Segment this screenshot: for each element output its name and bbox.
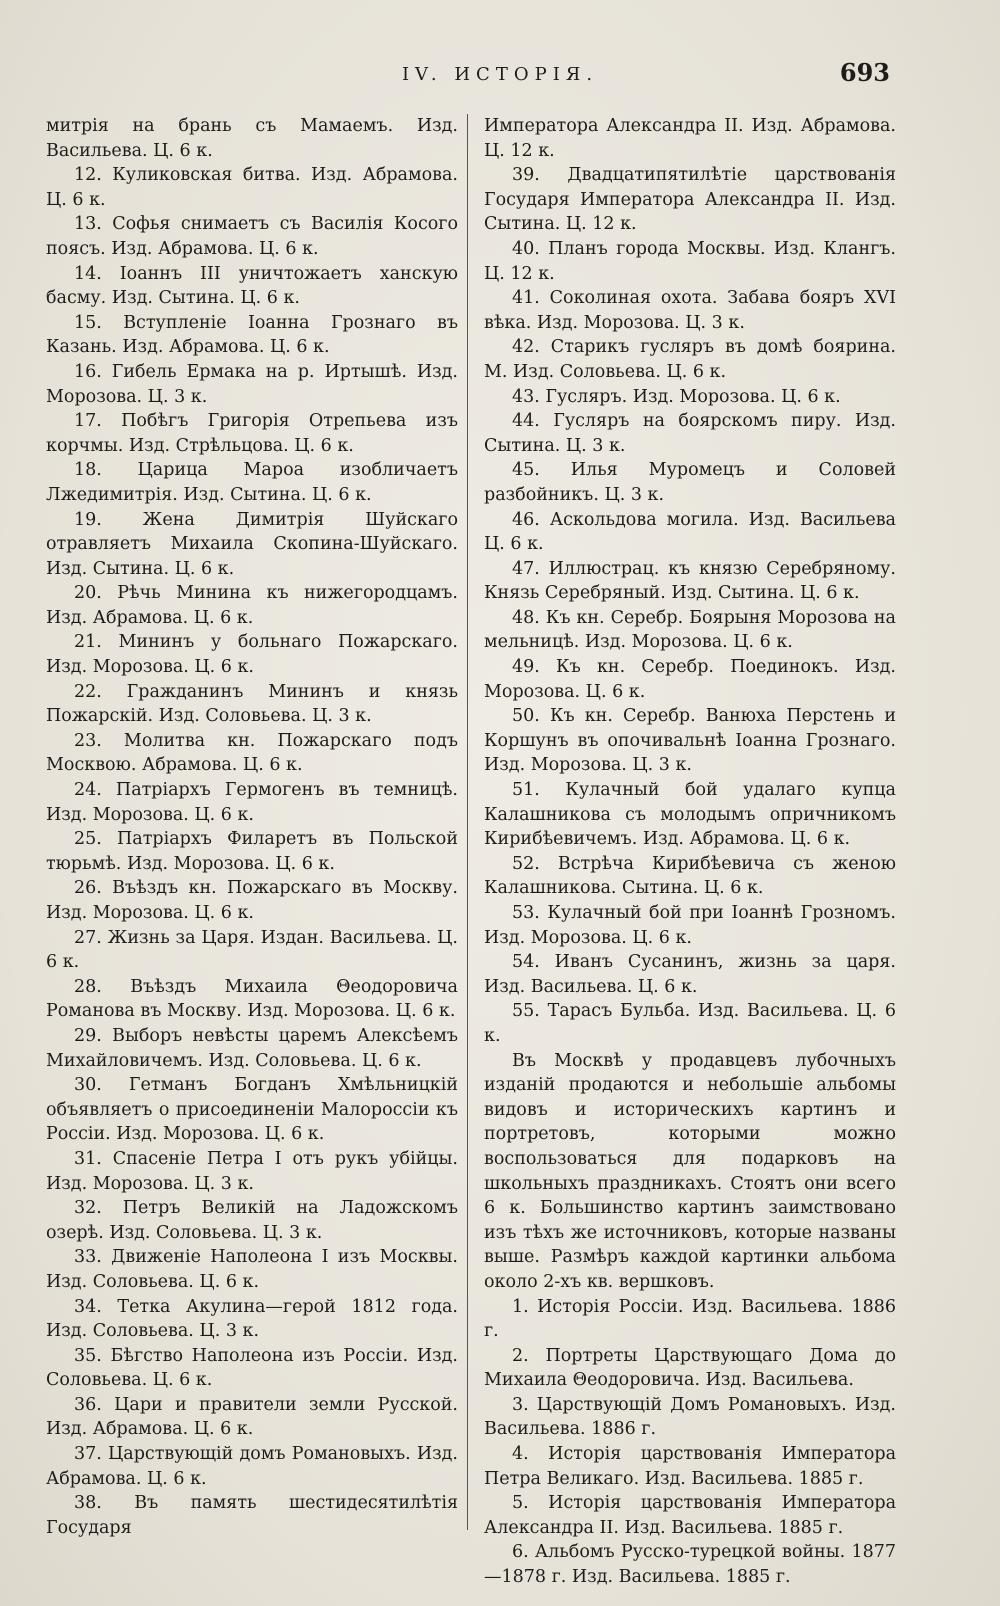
list-item: 15. Вступленіе Іоанна Грознаго въ Казань. Изд. Абрамова. Ц. 6 к. <box>46 312 458 358</box>
list-item: 21. Мининъ у больнаго Пожарскаго. Изд. Морозова. Ц. 6 к. <box>46 632 458 678</box>
list-item: 27. Жизнь за Царя. Издан. Васильева. Ц. 6 к. <box>46 927 458 973</box>
list-item: 43. Гусляръ. Изд. Морозова. Ц. 6 к. <box>512 386 841 407</box>
list-item: 55. Тарасъ Бульба. Изд. Васильева. Ц. 6 к. <box>484 1001 896 1046</box>
list-item: 33. Движеніе Наполеона I изъ Москвы. Изд. Соловьева. Ц. 6 к. <box>46 1247 458 1292</box>
running-header <box>0 58 1000 94</box>
left-column <box>46 114 458 1540</box>
list-item: 19. Жена Димитрія Шуйскаго отравляетъ Михаила Скопина-Шуйскаго. Изд. Сытина. Ц. 6 к. <box>46 509 458 579</box>
list-item: 39. Двадцатипятилѣтіе царствованія Государя Императора Александра II. Изд. Сытина. Ц. 12 к. <box>484 165 896 235</box>
list-item: 29. Выборъ невѣсты царемъ Алексѣемъ Михайловичемъ. Изд. Соловьева. Ц. 6 к. <box>46 1025 458 1071</box>
list-item: 34. Тетка Акулина—герой 1812 года. Изд. Соловьева. Ц. 3 к. <box>46 1296 458 1342</box>
column-divider <box>467 114 468 1530</box>
list-item: 1. Исторія Россіи. Изд. Васильева. 1886 г. <box>484 1296 896 1342</box>
list-item: 50. Къ кн. Серебр. Ванюха Перстень и Коршунъ въ опочивальнѣ Іоанна Грознаго. Изд. Морозова. Ц. 3 к. <box>484 706 896 776</box>
list-item: 52. Встрѣча Кирибѣевича съ женою Калашникова. Сытина. Ц. 6 к. <box>484 853 896 899</box>
list-item: 3. Царствующій Домъ Романовыхъ. Изд. Васильева. 1886 г. <box>484 1394 896 1440</box>
list-item: 49. Къ кн. Серебр. Поединокъ. Изд. Морозова. Ц. 6 к. <box>484 657 896 702</box>
paragraph: Въ Москвѣ у продавцевъ лубочныхъ изданій продаются и небольшіе альбомы видовъ и историческихъ картинъ и портретовъ, которыми можно воспользоваться для подарковъ на школьныхъ праздникахъ. Стоятъ они всего 6 к. Большинство картинъ заимствовано изъ тѣхъ же источниковъ, которые названы выше. Размѣръ каждой картинки альбома около 2-хъ кв. вершковъ. <box>484 1050 896 1292</box>
list-item: 35. Бѣгство Наполеона изъ Россіи. Изд. Соловьева. Ц. 6 к. <box>46 1345 458 1391</box>
list-item: 38. Въ память шестидесятилѣтія Государя <box>46 1493 458 1538</box>
list-item: 23. Молитва кн. Пожарскаго подъ Москвою. Абрамова. Ц. 6 к. <box>46 730 458 776</box>
list-item: 24. Патріархъ Гермогенъ въ темницѣ. Изд. Морозова. Ц. 6 к. <box>46 780 458 825</box>
list-item: 13. Софья снимаетъ съ Василія Косого поясъ. Изд. Абрамова. Ц. 6 к. <box>46 214 458 259</box>
list-item: 44. Гусляръ на боярскомъ пиру. Изд. Сытина. Ц. 3 к. <box>484 411 896 456</box>
list-item: 46. Аскольдова могила. Изд. Васильева Ц. 6 к. <box>484 509 896 555</box>
list-item: 42. Старикъ гусляръ въ домѣ боярина. М. Изд. Соловьева. Ц. 6 к. <box>484 337 896 382</box>
list-item: 54. Иванъ Сусанинъ, жизнь за царя. Изд. Васильева. Ц. 6 к. <box>484 952 896 997</box>
list-item: 18. Царица Мароа изобличаетъ Лжедимитрія. Изд. Сытина. Ц. 6 к. <box>46 460 458 505</box>
list-item: 40. Планъ города Москвы. Изд. Клангъ. Ц. 12 к. <box>484 238 896 284</box>
list-item: 25. Патріархъ Филаретъ въ Польской тюрьмѣ. Изд. Морозова. Ц. 6 к. <box>46 829 458 874</box>
right-column <box>484 114 896 1590</box>
page-number: 693 <box>839 58 890 87</box>
list-item: 17. Побѣгъ Григорія Отрепьева изъ корчмы. Изд. Стрѣльцова. Ц. 6 к. <box>46 411 458 456</box>
list-item: 32. Петръ Великій на Ладожскомъ озерѣ. Изд. Соловьева. Ц. 3 к. <box>46 1198 458 1243</box>
list-item: 2. Портреты Царствующаго Дома до Михаила Θеодоровича. Изд. Васильева. <box>484 1345 896 1391</box>
list-item: 26. Въѣздъ кн. Пожарскаго въ Москву. Изд. Морозова. Ц. 6 к. <box>46 878 458 923</box>
list-item: 53. Кулачный бой при Іоаннѣ Грозномъ. Изд. Морозова. Ц. 6 к. <box>484 903 896 948</box>
list-item: 20. Рѣчь Минина къ нижегородцамъ. Изд. Абрамова. Ц. 6 к. <box>46 583 458 628</box>
list-item: 5. Исторія царствованія Императора Александра II. Изд. Васильева. 1885 г. <box>484 1493 896 1538</box>
list-item: 48. Къ кн. Серебр. Боярыня Морозова на мельницѣ. Изд. Морозова. Ц. 6 к. <box>484 607 896 653</box>
list-item: 51. Кулачный бой удалаго купца Калашникова съ молодымъ опричникомъ Кирибѣевичемъ. Изд. Абрамова. Ц. 6 к. <box>484 780 896 850</box>
list-item: Императора Александра II. Изд. Абрамова. Ц. 12 к. <box>484 116 896 161</box>
list-item: 14. Іоаннъ III уничтожаетъ ханскую басму. Изд. Сытина. Ц. 6 к. <box>46 263 458 309</box>
list-item: 36. Цари и правители земли Русской. Изд. Абрамова. Ц. 6 к. <box>46 1394 458 1440</box>
list-item: 16. Гибель Ермака на р. Иртышѣ. Изд. Морозова. Ц. 3 к. <box>46 361 458 407</box>
list-item: 12. Куликовская битва. Изд. Абрамова. Ц. 6 к. <box>46 165 458 210</box>
list-item: митрія на брань съ Мамаемъ. Изд. Васильева. Ц. 6 к. <box>46 116 458 161</box>
list-item: 22. Гражданинъ Мининъ и князь Пожарскій. Изд. Соловьева. Ц. 3 к. <box>46 681 458 727</box>
list-item: 45. Илья Муромецъ и Соловей разбойникъ. Ц. 3 к. <box>484 460 896 505</box>
list-item: 30. Гетманъ Богданъ Хмѣльницкій объявляетъ о присоединеніи Малороссіи къ Россіи. Изд. Морозова. Ц. 6 к. <box>46 1075 458 1145</box>
list-item: 31. Спасеніе Петра I отъ рукъ убійцы. Изд. Морозова. Ц. 3 к. <box>46 1148 458 1194</box>
list-item: 37. Царствующій домъ Романовыхъ. Изд. Абрамова. Ц. 6 к. <box>46 1444 458 1489</box>
list-item: 6. Альбомъ Русско-турецкой войны. 1877—1878 г. Изд. Васильева. 1885 г. <box>484 1542 896 1588</box>
list-item: 4. Исторія царствованія Императора Петра Великаго. Изд. Васильева. 1885 г. <box>484 1444 896 1489</box>
list-item: 41. Соколиная охота. Забава бояръ XVI вѣка. Изд. Морозова. Ц. 3 к. <box>484 288 896 333</box>
section-title: IV. ИСТОРІЯ. <box>401 64 599 85</box>
list-item: 47. Иллюстрац. къ князю Серебряному. Князь Серебряный. Изд. Сытина. Ц. 6 к. <box>484 558 896 604</box>
list-item: 28. Въѣздъ Михаила Θеодоровича Романова въ Москву. Изд. Морозова. Ц. 6 к. <box>46 976 458 1022</box>
